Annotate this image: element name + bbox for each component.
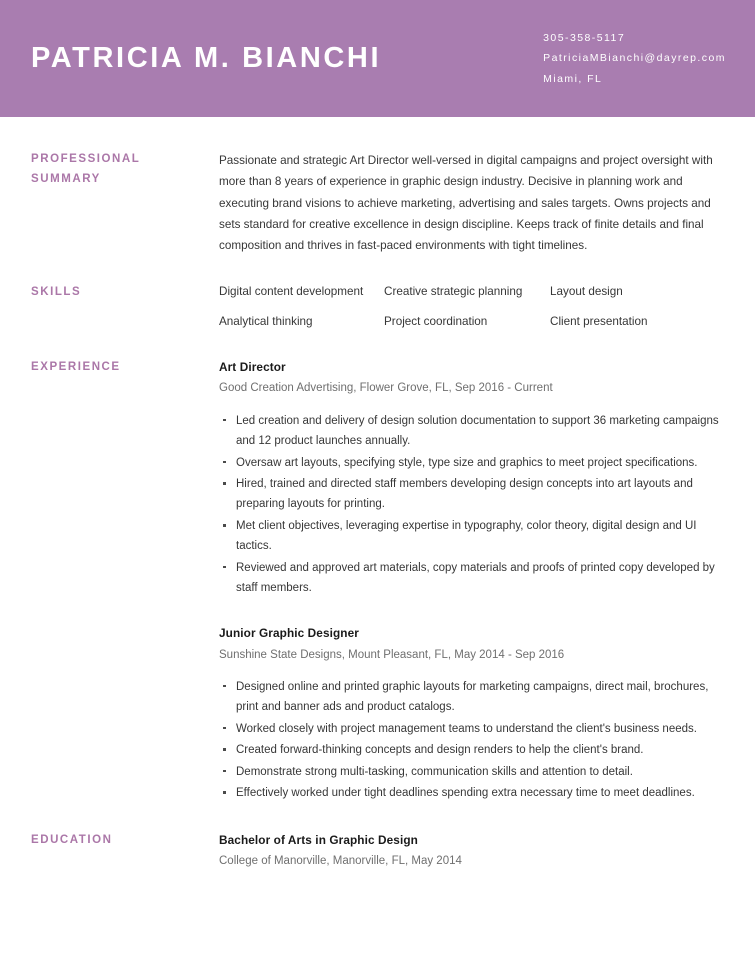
job-bullet: Oversaw art layouts, specifying style, type size and graphics to meet project specifications. xyxy=(219,453,725,473)
section-label-experience: EXPERIENCE xyxy=(31,360,121,373)
resume-body xyxy=(0,150,755,872)
job-bullet: Led creation and delivery of design solution documentation to support 36 marketing campaigns and 12 product launches annually. xyxy=(219,411,725,452)
education-meta: College of Manorville, Manorville, FL, May 2014 xyxy=(219,855,462,868)
education-body xyxy=(219,831,725,872)
job-bullet: Worked closely with project management teams to understand the client's business needs. xyxy=(219,719,725,739)
skill-item: Digital content development xyxy=(219,285,364,299)
education-degree: Bachelor of Arts in Graphic Design xyxy=(219,832,418,847)
experience-body xyxy=(219,358,725,805)
section-experience xyxy=(31,358,725,805)
contact-email: PatriciaMBianchi@dayrep.com xyxy=(543,52,726,65)
resume-header xyxy=(0,0,755,117)
skill-item: Project coordination xyxy=(384,315,488,329)
summary-body xyxy=(219,150,725,256)
job-bullet: Created forward-thinking concepts and design renders to help the client's brand. xyxy=(219,740,725,760)
skill-item: Layout design xyxy=(550,285,623,299)
summary-label-line1: PROFESSIONAL xyxy=(31,153,141,165)
job-meta: Sunshine State Designs, Mount Pleasant, FL, May 2014 - Sep 2016 xyxy=(219,648,565,661)
skill-item: Analytical thinking xyxy=(219,315,313,329)
job-bullet: Effectively worked under tight deadlines spending extra necessary time to meet deadlines. xyxy=(219,783,725,803)
contact-phone: 305-358-5117 xyxy=(543,32,626,45)
skills-grid xyxy=(219,283,725,330)
skill-item: Client presentation xyxy=(550,315,648,329)
section-label-skills: SKILLS xyxy=(31,286,82,299)
summary-text: Passionate and strategic Art Director well-versed in digital campaigns and project oversight with more than 8 years of experience in graphic design industry. Decisive in planning work and executing brand visions to achieve marketing, advertising and sales targets. Owns projects and sets standard for creative excellence in design discipline. Keeps track of finite details and final composition and thrives in fast-paced environments with tight timelines. xyxy=(219,154,713,253)
section-professional-summary xyxy=(31,150,725,256)
job-entry xyxy=(219,624,725,804)
contact-location: Miami, FL xyxy=(543,72,603,85)
job-bullet-list xyxy=(219,411,725,599)
skill-item: Creative strategic planning xyxy=(384,285,523,299)
job-meta: Good Creation Advertising, Flower Grove, FL, Sep 2016 - Current xyxy=(219,382,553,395)
job-title: Junior Graphic Designer xyxy=(219,625,359,640)
job-bullet: Hired, trained and directed staff members developing design concepts into art layouts and preparing layouts for printing. xyxy=(219,474,725,515)
section-label-education: EDUCATION xyxy=(31,833,113,846)
job-bullet: Designed online and printed graphic layouts for marketing campaigns, direct mail, brochures, print and banner ads and product catalogs. xyxy=(219,677,725,718)
section-skills xyxy=(31,283,725,330)
job-bullet-list xyxy=(219,677,725,804)
summary-label-line2: SUMMARY xyxy=(31,172,101,185)
job-bullet: Met client objectives, leveraging expertise in typography, color theory, digital design and UI tactics. xyxy=(219,516,725,557)
section-education xyxy=(31,831,725,872)
candidate-name: PATRICIA M. BIANCHI xyxy=(31,42,382,74)
contact-block xyxy=(543,28,726,88)
skills-body xyxy=(219,283,725,330)
section-label-summary xyxy=(31,150,219,190)
job-title: Art Director xyxy=(219,359,286,374)
job-entry xyxy=(219,358,725,599)
job-bullet: Reviewed and approved art materials, copy materials and proofs of printed copy developed by staff members. xyxy=(219,558,725,599)
job-bullet: Demonstrate strong multi-tasking, communication skills and attention to detail. xyxy=(219,762,725,782)
